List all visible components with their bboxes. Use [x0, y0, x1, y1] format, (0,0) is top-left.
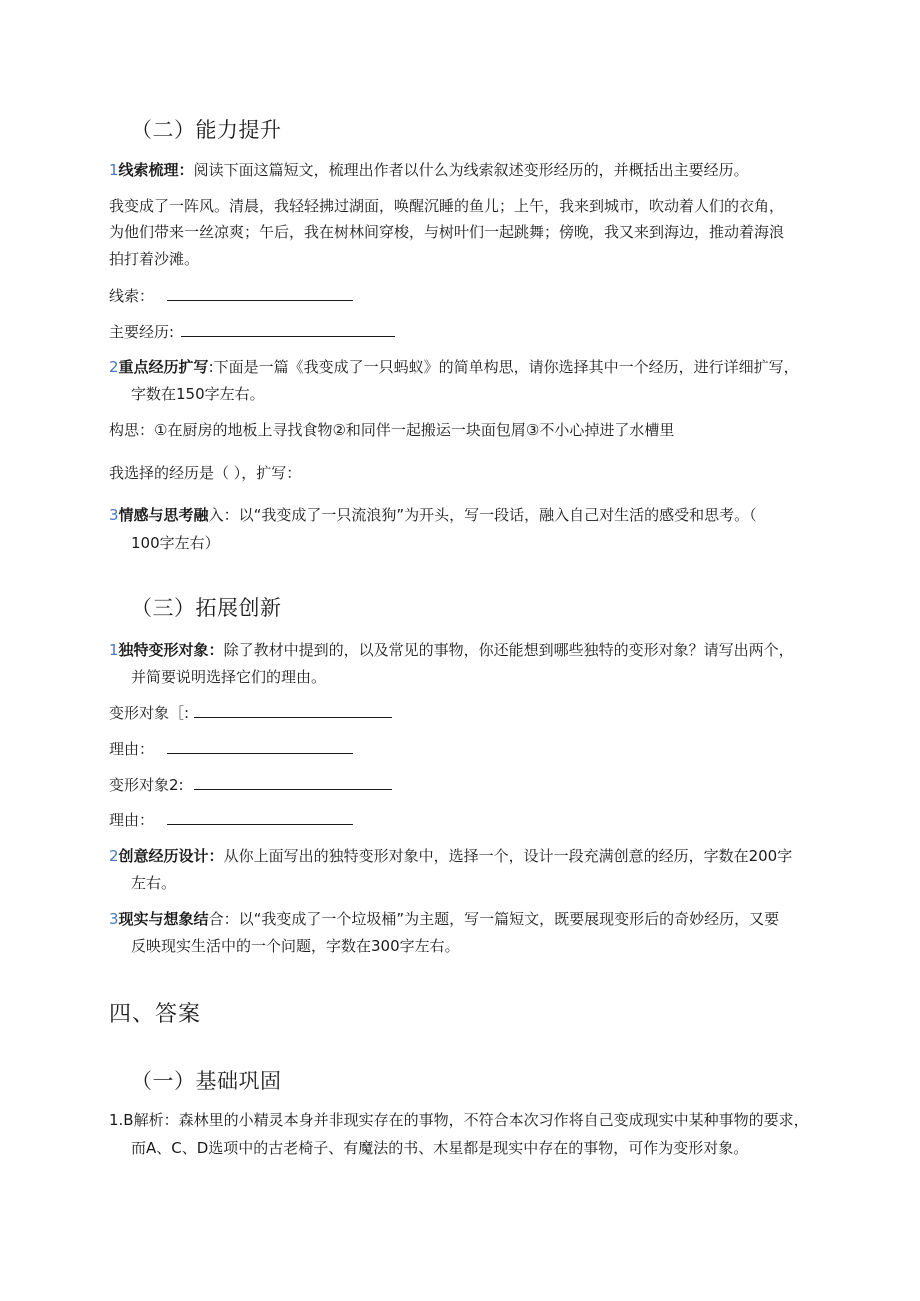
question-text: 入：以“我变成了一只流浪狗”为开头，写一段话，融入自己对生活的感受和思考。（: [208, 506, 757, 524]
question-number: 2: [109, 358, 119, 376]
question-number: 1: [109, 641, 119, 659]
section-title-answers: 四、答案: [109, 1002, 202, 1027]
question-label: 情感与思考融: [118, 506, 209, 524]
question-label: 现实与想象结: [118, 910, 209, 928]
field-main-experience: [109, 322, 395, 342]
question-text-cont: 左右。: [131, 874, 177, 892]
question-label: 重点经历扩写: [118, 358, 209, 376]
question-number: 2: [109, 847, 119, 865]
question-text-cont: 并简要说明选择它们的理由。: [131, 668, 327, 686]
outline-text: 构思：①在厨房的地板上寻找食物②和同伴一起搬运一块面包屑③不小心掉进了水槽里: [109, 421, 675, 439]
question-text: 除了教材中提到的，以及常见的事物，你还能想到哪些独特的变形对象？请写出两个，: [223, 641, 794, 659]
section-title-extend: （三）拓展创新: [131, 596, 282, 620]
choice-text: 我选择的经历是（ ），扩写：: [109, 464, 302, 482]
question-text-cont: 字数在150字左右。: [131, 385, 265, 403]
answer-line: 而A、C、D选项中的古老椅子、有魔法的书、木星都是现实中存在的事物，可作为变形对象。: [131, 1139, 749, 1157]
question-creative: [109, 846, 792, 866]
question-text: :下面是一篇《我变成了一只蚂蚁》的简单构思，请你选择其中一个经历，进行详细扩写，: [208, 358, 799, 376]
question-text-cont: 反映现实生活中的一个问题，字数在300字左右。: [131, 937, 460, 955]
question-label: 独特变形对象：: [118, 641, 224, 659]
field-label: 变形对象［:: [109, 704, 190, 722]
field-object-2: [109, 775, 392, 795]
question-number: 3: [109, 910, 119, 928]
answer-blank[interactable]: [194, 775, 392, 790]
question-clue: [109, 160, 749, 180]
question-label: 线索梳理：: [118, 161, 194, 179]
answer-blank[interactable]: [167, 286, 353, 301]
question-unique-object: [109, 640, 794, 660]
question-label: 创意经历设计：: [118, 847, 224, 865]
field-label: 主要经历:: [109, 323, 175, 341]
section-title-ability: （二）能力提升: [131, 118, 282, 142]
passage-line: 拍打着沙滩。: [109, 250, 200, 268]
answer-line: 1.B解析：森林里的小精灵本身并非现实存在的事物，不符合本次习作将自己变成现实中某种事物的要求，: [109, 1111, 809, 1129]
field-clue: [109, 286, 353, 306]
answer-blank[interactable]: [167, 810, 353, 825]
field-reason-1: [109, 739, 353, 759]
question-emotion: [109, 505, 757, 525]
field-object-1: [109, 703, 392, 723]
question-text-cont: 100字左右）: [131, 534, 220, 552]
field-label: 线索：: [109, 287, 155, 305]
field-label: 理由：: [109, 740, 155, 758]
question-number: 3: [109, 506, 119, 524]
question-text: 阅读下面这篇短文，梳理出作者以什么为线索叙述变形经历的，并概括出主要经历。: [193, 161, 749, 179]
question-text: 合：以“我变成了一个垃圾桶”为主题，写一篇短文，既要展现变形后的奇妙经历，又要: [208, 910, 780, 928]
answer-blank[interactable]: [181, 322, 395, 337]
field-reason-2: [109, 810, 353, 830]
field-label: 变形对象2:: [109, 776, 184, 794]
answer-blank[interactable]: [167, 739, 353, 754]
passage-line: 我变成了一阵风。清晨，我轻轻拂过湖面，唤醒沉睡的鱼儿；上午，我来到城市，吹动着人们的衣角，: [109, 197, 785, 215]
answer-blank[interactable]: [194, 703, 392, 718]
question-expand: [109, 357, 799, 377]
question-text: 从你上面写出的独特变形对象中，选择一个，设计一段充满创意的经历，字数在200字: [223, 847, 793, 865]
question-reality: [109, 909, 779, 929]
question-number: 1: [109, 161, 119, 179]
field-label: 理由：: [109, 811, 155, 829]
passage-line: 为他们带来一丝凉爽；午后，我在树林间穿梭，与树叶们一起跳舞；傍晚，我又来到海边，推动着海浪: [109, 223, 785, 241]
section-subtitle-basic: （一）基础巩固: [131, 1069, 282, 1093]
